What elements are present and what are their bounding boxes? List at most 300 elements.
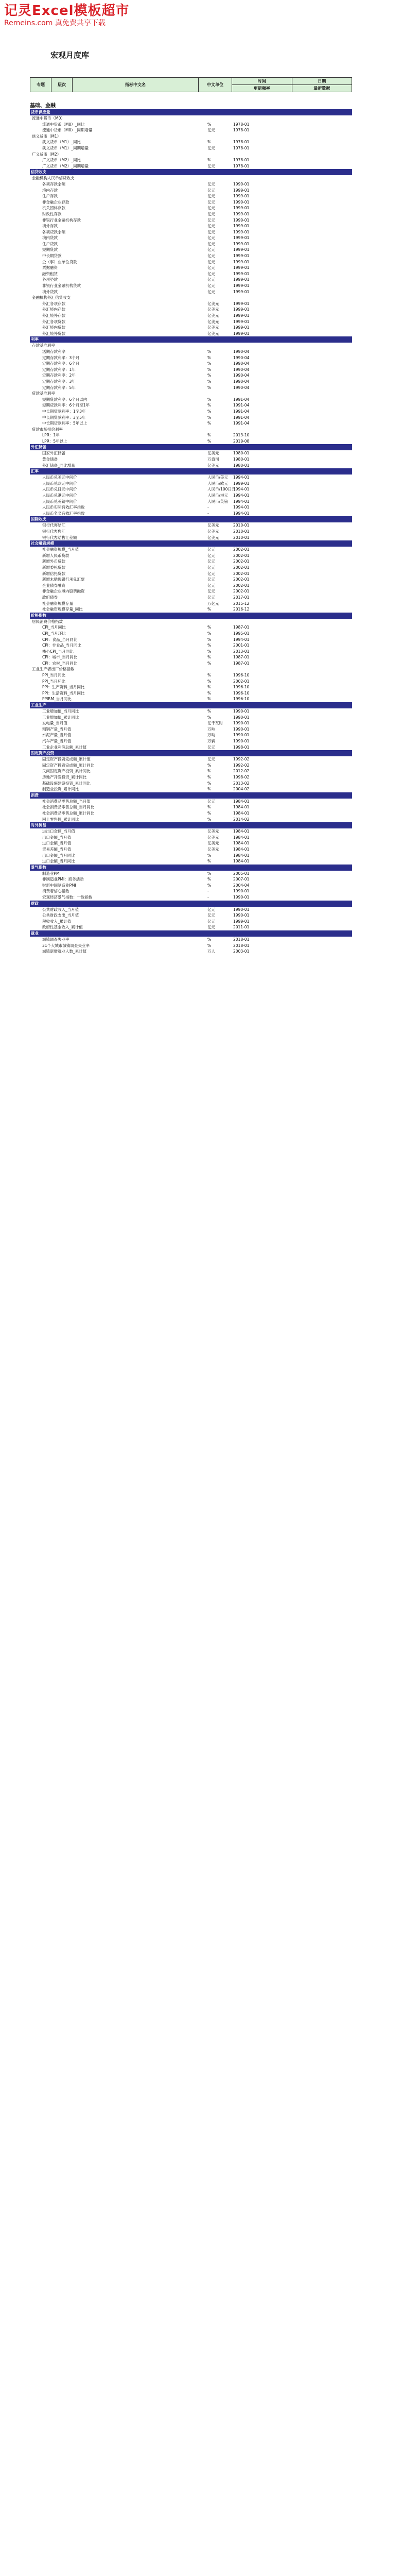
indicator-start-date: 2010-01 [233,529,250,534]
indicator-unit: 亿元 [207,744,215,750]
indicator-unit: 人民币/港元 [207,493,229,498]
indicator-start-date: 1991-04 [233,403,250,408]
indicator-start-date: 1994-01 [233,505,250,510]
subcategory-label: 居民消费价格指数 [32,619,63,624]
indicator-unit: - [207,895,209,900]
indicator-start-date: 2002-01 [233,679,250,684]
indicator-start-date: 1992-02 [233,762,250,768]
subcategory-label: 贷款基准利率 [32,391,55,396]
indicator-start-date: 2017-01 [233,595,250,600]
indicator-unit: 亿元 [207,925,215,930]
indicator-row [30,762,352,769]
indicator-row [30,474,352,481]
indicator-name: 社会消费品零售总额_当月同比 [42,805,95,810]
indicator-row [30,715,352,721]
indicator-name: 国家外汇储备 [42,451,65,456]
indicator-name: 活期存款利率 [42,349,65,354]
indicator-start-date: 2002-01 [233,583,250,588]
indicator-name: 社会消费品零售总额_当月值 [42,799,91,804]
category-header: 就业 [30,930,352,937]
indicator-unit: 亿美元 [207,841,219,846]
indicator-start-date: 1990-01 [233,889,250,894]
indicator-start-date: 1994-01 [233,493,250,498]
indicator-unit: 亿元 [207,163,215,168]
indicator-start-date: 1990-01 [233,739,250,743]
indicator-start-date: 1999-01 [233,319,250,324]
indicator-unit: % [207,631,212,636]
indicator-row [30,450,352,456]
indicator-start-date: 2002-01 [233,577,250,582]
indicator-row [30,595,352,601]
indicator-name: 定期存款利率：1年 [42,367,76,372]
indicator-unit: 亿元 [207,235,215,241]
indicator-name: 黄金储备 [42,457,58,462]
indicator-name: 工业增加值_累计同比 [42,715,79,720]
indicator-row [30,606,352,613]
indicator-unit: % [207,871,212,876]
column-header-table [30,77,352,92]
indicator-row [30,637,352,643]
indicator-row [30,810,352,817]
category-header: 价格指数 [30,613,352,619]
indicator-start-date: 1987-01 [233,625,250,630]
indicator-start-date: 1999-01 [233,229,250,234]
indicator-unit: 亿美元 [207,331,219,336]
indicator-row [30,679,352,685]
indicator-row [30,481,352,487]
indicator-name: 住户贷款 [42,241,58,246]
indicator-start-date: 2005-01 [233,871,250,876]
indicator-unit: 亿元 [207,583,215,588]
indicator-start-date: 1984-01 [233,805,250,810]
indicator-row [30,205,352,211]
indicator-start-date: 1984-01 [233,859,250,864]
subcategory-label: 金融机构人民币信贷收支 [32,176,75,181]
indicator-row [30,876,352,883]
indicator-name: 财政性存款 [42,211,62,216]
indicator-start-date: 1999-01 [233,224,250,229]
indicator-unit: % [207,637,212,642]
indicator-row [30,265,352,271]
indicator-unit: % [207,122,212,127]
indicator-unit: % [207,859,212,864]
indicator-unit: 亿美元 [207,301,219,306]
indicator-row [30,624,352,631]
indicator-name: PPI_当月同比 [42,673,66,678]
indicator-name: 制造业投资_累计同比 [42,787,79,792]
indicator-start-date: 2001-01 [233,643,250,648]
indicator-name: 非制造业PMI：商务活动 [42,877,84,882]
indicator-row [30,660,352,667]
indicator-start-date: 2010-01 [233,535,250,540]
indicator-row [30,157,352,163]
indicator-start-date: 1984-01 [233,829,250,834]
indicator-start-date: 1990-01 [233,715,250,720]
indicator-start-date: 1999-01 [233,277,250,282]
indicator-row [30,907,352,913]
indicator-name: CPI：农村_当月同比 [42,660,78,666]
indicator-start-date: 1996-10 [233,685,250,690]
indicator-name: 人民币兑美元中间价 [42,475,77,480]
indicator-row [30,415,352,421]
indicator-row [30,696,352,702]
indicator-unit: % [207,433,212,438]
indicator-start-date: 1994-01 [233,487,250,492]
indicator-list [30,109,352,955]
category-header: 消费 [30,792,352,799]
indicator-start-date: 1999-01 [233,301,250,306]
indicator-row [30,858,352,865]
indicator-row [30,349,352,355]
indicator-start-date: 2007-01 [233,877,250,882]
indicator-start-date: 1991-04 [233,397,250,402]
indicator-unit: % [207,660,212,666]
indicator-unit: 亿元 [207,259,215,264]
indicator-unit: % [207,883,212,888]
indicator-name: 融资租赁 [42,271,58,276]
indicator-name: 企业债券融资 [42,583,65,588]
indicator-row [30,553,352,559]
indicator-name: 中长期贷款利率：1至3年 [42,409,86,414]
indicator-start-date: 1992-02 [233,757,250,762]
indicator-unit: 亿元 [207,757,215,762]
indicator-start-date: 1999-01 [233,331,250,336]
indicator-row [30,486,352,493]
subcategory-label: 贷款市场报价利率 [32,427,63,432]
indicator-start-date: 1999-01 [233,206,250,211]
indicator-start-date: 1991-04 [233,415,250,420]
indicator-row [30,367,352,373]
indicator-unit: % [207,805,212,810]
indicator-start-date: 1999-01 [233,253,250,259]
indicator-row [30,493,352,499]
indicator-row [30,912,352,919]
indicator-unit: % [207,715,212,720]
indicator-name: 社会融资规模存量_同比 [42,607,83,612]
indicator-row [30,145,352,151]
indicator-row [30,919,352,925]
indicator-start-date: 2002-01 [233,553,250,558]
indicator-start-date: 1990-04 [233,355,250,360]
indicator-name: 公共财政收入_当月值 [42,907,79,912]
logo-line2: Remeins.com 真免费共享下载 [4,19,106,27]
indicator-unit: 人民币/欧元 [207,481,229,486]
subcategory-label: 狭义货币（M1） [32,133,61,139]
indicator-unit: % [207,415,212,420]
indicator-unit: 亿元 [207,181,215,187]
indicator-start-date: 1996-10 [233,690,250,696]
indicator-name: 基础设施建设投资_累计同比 [42,781,91,786]
indicator-unit: % [207,673,212,678]
indicator-start-date: 1990-01 [233,733,250,738]
indicator-name: 狭义货币（M1）_同期增量 [42,145,89,150]
indicator-row [30,853,352,859]
indicator-unit: - [207,511,209,516]
indicator-name: LPR：5年以上 [42,438,67,444]
indicator-start-date: 2013-02 [233,781,250,786]
indicator-unit: 亿元 [207,277,215,282]
category-header: 汇率 [30,468,352,474]
indicator-name: 新增委托贷款 [42,565,65,570]
indicator-row [30,199,352,206]
indicator-unit: % [207,625,212,630]
indicator-row [30,402,352,409]
indicator-name: 固定资产投资完成额_累计同比 [42,762,95,768]
indicator-start-date: 1999-01 [233,217,250,223]
category-header: 固定资产投资 [30,750,352,756]
col-latest: 最新数据 [292,85,352,92]
indicator-start-date: 1984-01 [233,846,250,852]
indicator-name: 各项存款余额 [42,181,65,187]
indicator-row [30,211,352,217]
indicator-name: 人民币兑港元中间价 [42,493,77,498]
indicator-unit: 亿元 [207,265,215,270]
indicator-row [30,193,352,199]
logo-line1: 记灵Excel模板超市 [4,3,130,19]
indicator-start-date: 2011-01 [233,925,250,930]
indicator-row [30,229,352,235]
indicator-name: 财新中国制造业PMI [42,883,76,888]
indicator-name: 宏观经济景气指数：一致指数 [42,895,93,900]
indicator-unit: 亿元 [207,283,215,289]
category-header: 财政 [30,901,352,907]
indicator-start-date: 1984-01 [233,810,250,816]
indicator-name: 社会融资规模_当月值 [42,547,79,552]
indicator-unit: 亿元 [207,211,215,216]
indicator-name: 银行代客结售汇差额 [42,535,77,540]
indicator-unit: % [207,158,212,163]
indicator-name: 出口金额_当月值 [42,835,72,840]
col-unit: 中文单位 [199,78,232,92]
indicator-name: 住户存款 [42,194,58,199]
indicator-name: 短期贷款 [42,247,58,252]
indicator-row [30,871,352,877]
indicator-unit: 亿元 [207,128,215,133]
category-header: 利率 [30,336,352,343]
indicator-name: 发电量_当月值 [42,721,67,726]
indicator-row [30,654,352,660]
indicator-name: 票据融资 [42,265,58,270]
indicator-row [30,217,352,224]
indicator-unit: 亿元 [207,199,215,205]
indicator-name: 公共财政支出_当月值 [42,913,79,918]
category-header: 对外贸易 [30,822,352,828]
indicator-row [30,768,352,774]
indicator-unit: 亿美元 [207,846,219,852]
indicator-name: 新增信托贷款 [42,571,65,576]
indicator-unit: % [207,355,212,360]
indicator-row [30,372,352,379]
indicator-name: 广义货币（M2）_同比 [42,158,81,163]
indicator-unit: 亿元 [207,217,215,223]
col-frequency: 更新频率 [232,85,292,92]
indicator-unit: 亿千瓦时 [207,721,223,726]
indicator-unit: 亿元 [207,799,215,804]
indicator-row [30,432,352,438]
indicator-start-date: 1999-01 [233,199,250,205]
indicator-row [30,708,352,715]
indicator-row [30,690,352,697]
indicator-name: 外汇境内存款 [42,307,65,312]
indicator-unit: 亿元 [207,145,215,150]
indicator-unit: 亿元 [207,206,215,211]
indicator-row [30,301,352,307]
indicator-row [30,223,352,229]
indicator-start-date: 1999-01 [233,188,250,193]
indicator-unit: 亿美元 [207,451,219,456]
indicator-start-date: 2018-01 [233,943,250,948]
indicator-unit: % [207,643,212,648]
indicator-name: 各项贷款余额 [42,229,65,234]
indicator-unit: % [207,877,212,882]
indicator-row [30,181,352,188]
indicator-name: 企（事）业单位贷款 [42,259,77,264]
indicator-row [30,331,352,337]
indicator-name: 非银行业金融机构贷款 [42,283,81,289]
indicator-row [30,438,352,445]
indicator-name: PPI：生活资料_当月同比 [42,690,85,696]
indicator-row [30,840,352,846]
indicator-name: 城镇调查失业率 [42,937,69,942]
indicator-name: 社会消费品零售总额_累计同比 [42,810,95,816]
indicator-name: 消费者信心指数 [42,889,69,894]
indicator-row [30,277,352,283]
indicator-start-date: 1999-01 [233,265,250,270]
indicator-name: 新增未贴现银行承兑汇票 [42,577,85,582]
indicator-name: 工业企业利润总额_累计值 [42,744,87,750]
indicator-unit: 亿美元 [207,535,219,540]
indicator-name: 人民币兑英镑中间价 [42,499,77,504]
indicator-row [30,547,352,553]
indicator-start-date: 1999-01 [233,181,250,187]
indicator-unit: 万吨 [207,726,215,732]
col-time: 时间 [232,78,292,85]
indicator-unit: % [207,762,212,768]
indicator-unit: % [207,781,212,786]
indicator-row [30,774,352,781]
indicator-name: 外汇各项贷款 [42,319,65,324]
subcategory-label: 流通中货币（M0） [32,116,65,121]
indicator-name: 人民币名义有效汇率指数 [42,511,85,516]
indicator-unit: % [207,774,212,779]
indicator-start-date: 2016-12 [233,607,250,612]
indicator-start-date: 1999-01 [233,481,250,486]
category-header: 国际收支 [30,516,352,522]
indicator-name: 制造业PMI [42,871,61,876]
indicator-start-date: 1999-01 [233,211,250,216]
indicator-start-date: 2019-08 [233,438,250,444]
indicator-unit: 万人 [207,949,215,954]
indicator-unit: 亿美元 [207,523,219,528]
indicator-unit: 亿美元 [207,307,219,312]
indicator-name: 定期存款利率：6个月 [42,361,80,366]
indicator-name: 境内存款 [42,188,58,193]
indicator-start-date: 1999-01 [233,259,250,264]
category-header: 工业生产 [30,702,352,708]
indicator-name: 外汇境外存款 [42,313,65,318]
indicator-start-date: 1999-01 [233,307,250,312]
indicator-start-date: 1990-04 [233,379,250,384]
indicator-unit: % [207,709,212,714]
indicator-start-date: 1987-01 [233,660,250,666]
indicator-row [30,571,352,577]
indicator-name: 贸易差额_当月值 [42,846,72,852]
indicator-unit: - [207,889,209,894]
indicator-name: 非金融企业存款 [42,199,69,205]
indicator-start-date: 1978-01 [233,128,250,133]
indicator-name: 短期贷款利率：6个月至1年 [42,403,90,408]
indicator-start-date: 1978-01 [233,163,250,168]
indicator-start-date: 2018-01 [233,937,250,942]
indicator-name: 中长期贷款 [42,253,62,259]
indicator-name: 外汇各项存款 [42,301,65,306]
indicator-start-date: 1999-01 [233,271,250,276]
indicator-row [30,888,352,894]
indicator-name: 社会融资规模存量 [42,601,73,606]
indicator-row [30,522,352,529]
indicator-row [30,463,352,469]
indicator-name: 粗钢产量_当月值 [42,726,72,732]
indicator-start-date: 2002-01 [233,565,250,570]
col-level: 层次 [51,78,73,92]
indicator-row [30,601,352,607]
indicator-row [30,355,352,361]
indicator-unit: % [207,607,212,612]
indicator-row [30,456,352,463]
indicator-unit: 亿美元 [207,319,219,324]
indicator-unit: 人民币/英镑 [207,499,229,504]
indicator-start-date: 1980-01 [233,457,250,462]
indicator-unit: 亿美元 [207,325,219,330]
indicator-start-date: 1978-01 [233,145,250,150]
indicator-unit: % [207,853,212,858]
indicator-row [30,307,352,313]
indicator-start-date: 1990-04 [233,367,250,372]
indicator-name: 非金融企业境内股票融资 [42,589,85,594]
indicator-name: 固定资产投资完成额_累计值 [42,757,91,762]
indicator-name: 各项垫款 [42,277,58,282]
indicator-row [30,558,352,565]
category-header: 社会融资规模 [30,540,352,547]
indicator-unit: 亿元 [207,547,215,552]
indicator-name: 外汇储备_同比增量 [42,463,75,468]
indicator-unit: 亿元 [207,577,215,582]
indicator-unit: 亿美元 [207,313,219,318]
indicator-name: 境内贷款 [42,235,58,241]
indicator-row [30,397,352,403]
indicator-row [30,744,352,751]
indicator-start-date: 1995-01 [233,631,250,636]
indicator-start-date: 1994-01 [233,637,250,642]
indicator-name: 短期贷款利率：6个月以内 [42,397,88,402]
indicator-unit: 亿元 [207,229,215,234]
indicator-unit: 亿元 [207,565,215,570]
indicator-start-date: 1994-01 [233,511,250,516]
indicator-name: 广义货币（M2）_同期增量 [42,163,89,168]
indicator-unit: 亿美元 [207,529,219,534]
indicator-row [30,642,352,649]
indicator-unit: % [207,349,212,354]
indicator-row [30,420,352,427]
indicator-name: 网上零售额_累计同比 [42,817,79,822]
indicator-row [30,253,352,259]
indicator-start-date: 1984-01 [233,853,250,858]
indicator-name: 出口金额_当月同比 [42,853,75,858]
indicator-row [30,828,352,835]
indicator-unit: 万吨 [207,733,215,738]
category-header: 外汇储备 [30,444,352,450]
indicator-row [30,756,352,762]
